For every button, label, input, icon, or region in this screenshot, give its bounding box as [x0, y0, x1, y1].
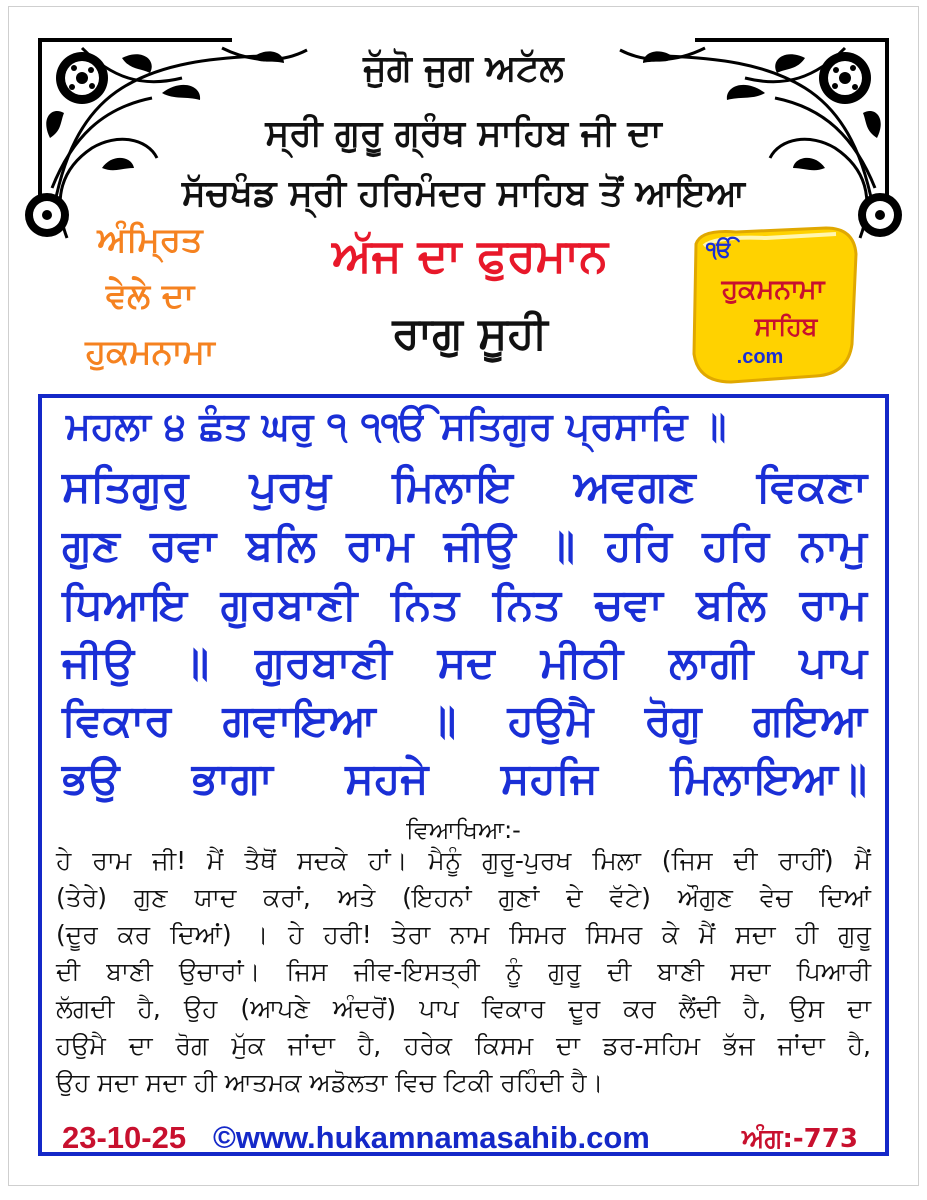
- amrit-line-3: ਹੁਕਮਨਾਮਾ: [85, 332, 215, 372]
- amrit-line-2: ਵੇਲੇ ਦਾ: [105, 276, 195, 316]
- logo-line-3: .com: [736, 346, 784, 368]
- page-title: ਅੱਜ ਦਾ ਫੁਰਮਾਨ: [332, 228, 608, 282]
- vyakhya-line: (ਤੇਰੇ) ਗੁਣ ਯਾਦ ਕਰਾਂ, ਅਤੇ (ਇਹਨਾਂ ਗੁਣਾਂ ਦੇ ਵੱਟੇ) ਔਗੁਣ ਵੇਚ ਦਿਆਂ: [56, 883, 871, 912]
- footer-date: 23-10-25: [62, 1120, 187, 1155]
- hukamnama-sahib-logo: [676, 224, 866, 384]
- vyakhya-line: ਹਉਮੈ ਦਾ ਰੋਗ ਮੁੱਕ ਜਾਂਦਾ ਹੈ, ਹਰੇਕ ਕਿਸਮ ਦਾ ਡਰ-ਸਹਿਮ ਭੱਜ ਜਾਂਦਾ ਹੈ,: [56, 1031, 871, 1060]
- shabad-line: ਵਿਕਾਰ ਗਵਾਇਆ ॥ ਹਉਮੈ ਰੋਗੁ ਗਇਆ: [62, 696, 867, 746]
- raag-title: ਰਾਗੁ ਸੂਹੀ: [392, 308, 548, 359]
- amrit-line-1: ਅੰਮ੍ਰਿਤ: [97, 220, 203, 260]
- logo-line-2: ਸਾਹਿਬ: [754, 312, 818, 341]
- shabad-line: ਜੀਉ ॥ ਗੁਰਬਾਣੀ ਸਦ ਮੀਠੀ ਲਾਗੀ ਪਾਪ: [62, 638, 867, 688]
- header-line-1: ਜੁੱਗੋ ਜੁਗ ਅਟੱਲ: [363, 48, 564, 89]
- header-line-3: ਸੱਚਖੰਡ ਸ੍ਰੀ ਹਰਿਮੰਦਰ ਸਾਹਿਬ ਤੋਂ ਆਇਆ: [181, 173, 746, 214]
- shabad-intro: ਮਹਲਾ ੪ ਛੰਤ ਘਰੁ ੧ ੧ੴ ਸਤਿਗੁਰ ਪ੍ਰਸਾਦਿ ॥: [66, 404, 727, 448]
- shabad-line: ਧਿਆਇ ਗੁਰਬਾਣੀ ਨਿਤ ਨਿਤ ਚਵਾ ਬਲਿ ਰਾਮ: [62, 580, 867, 630]
- vyakhya-line: (ਦੂਰ ਕਰ ਦਿਆਂ) । ਹੇ ਹਰੀ! ਤੇਰਾ ਨਾਮ ਸਿਮਰ ਸਿਮਰ ਕੇ ਮੈਂ ਸਦਾ ਹੀ ਗੁਰੂ: [56, 920, 871, 949]
- vyakhya-line: ਉਹ ਸਦਾ ਸਦਾ ਹੀ ਆਤਮਕ ਅਡੋਲਤਾ ਵਿਚ ਟਿਕੀ ਰਹਿੰਦੀ ਹੈ।: [56, 1068, 604, 1097]
- vyakhya-line: ਲੱਗਦੀ ਹੈ, ਉਹ (ਆਪਣੇ ਅੰਦਰੋਂ) ਪਾਪ ਵਿਕਾਰ ਦੂਰ ਕਰ ਲੈਂਦੀ ਹੈ, ਉਸ ਦਾ: [56, 994, 871, 1023]
- vyakhya-title: ਵਿਆਖਿਆ:-: [406, 816, 521, 844]
- vyakhya-line: ਹੇ ਰਾਮ ਜੀ! ਮੈਂ ਤੈਥੋਂ ਸਦਕੇ ਹਾਂ। ਮੈਨੂੰ ਗੁਰੂ-ਪੁਰਖ ਮਿਲਾ (ਜਿਸ ਦੀ ਰਾਹੀਂ) ਮੈਂ: [56, 846, 871, 875]
- footer-ang-number: ਅੰਗ:-773: [742, 1124, 858, 1154]
- logo-khanda-icon: ੴ: [706, 238, 733, 263]
- vyakhya-line: ਦੀ ਬਾਣੀ ਉਚਾਰਾਂ। ਜਿਸ ਜੀਵ-ਇਸਤ੍ਰੀ ਨੂੰ ਗੁਰੂ ਦੀ ਬਾਣੀ ਸਦਾ ਪਿਆਰੀ: [56, 957, 871, 986]
- footer-website-link[interactable]: ©www.hukamnamasahib.com: [213, 1120, 650, 1155]
- shabad-line: ਗੁਣ ਰਵਾ ਬਲਿ ਰਾਮ ਜੀਉ ॥ ਹਰਿ ਹਰਿ ਨਾਮੁ: [62, 521, 867, 571]
- shabad-line: ਸਤਿਗੁਰੁ ਪੁਰਖੁ ਮਿਲਾਇ ਅਵਗਣ ਵਿਕਣਾ: [62, 462, 867, 512]
- header-line-2: ਸ੍ਰੀ ਗੁਰੂ ਗ੍ਰੰਥ ਸਾਹਿਬ ਜੀ ਦਾ: [265, 113, 662, 154]
- amrit-vele-label: [40, 212, 260, 380]
- logo-line-1: ਹੁਕਮਨਾਮਾ: [721, 274, 825, 305]
- shabad-line: ਭਉ ਭਾਗਾ ਸਹਜੇ ਸਹਜਿ ਮਿਲਾਇਆ॥: [62, 754, 867, 804]
